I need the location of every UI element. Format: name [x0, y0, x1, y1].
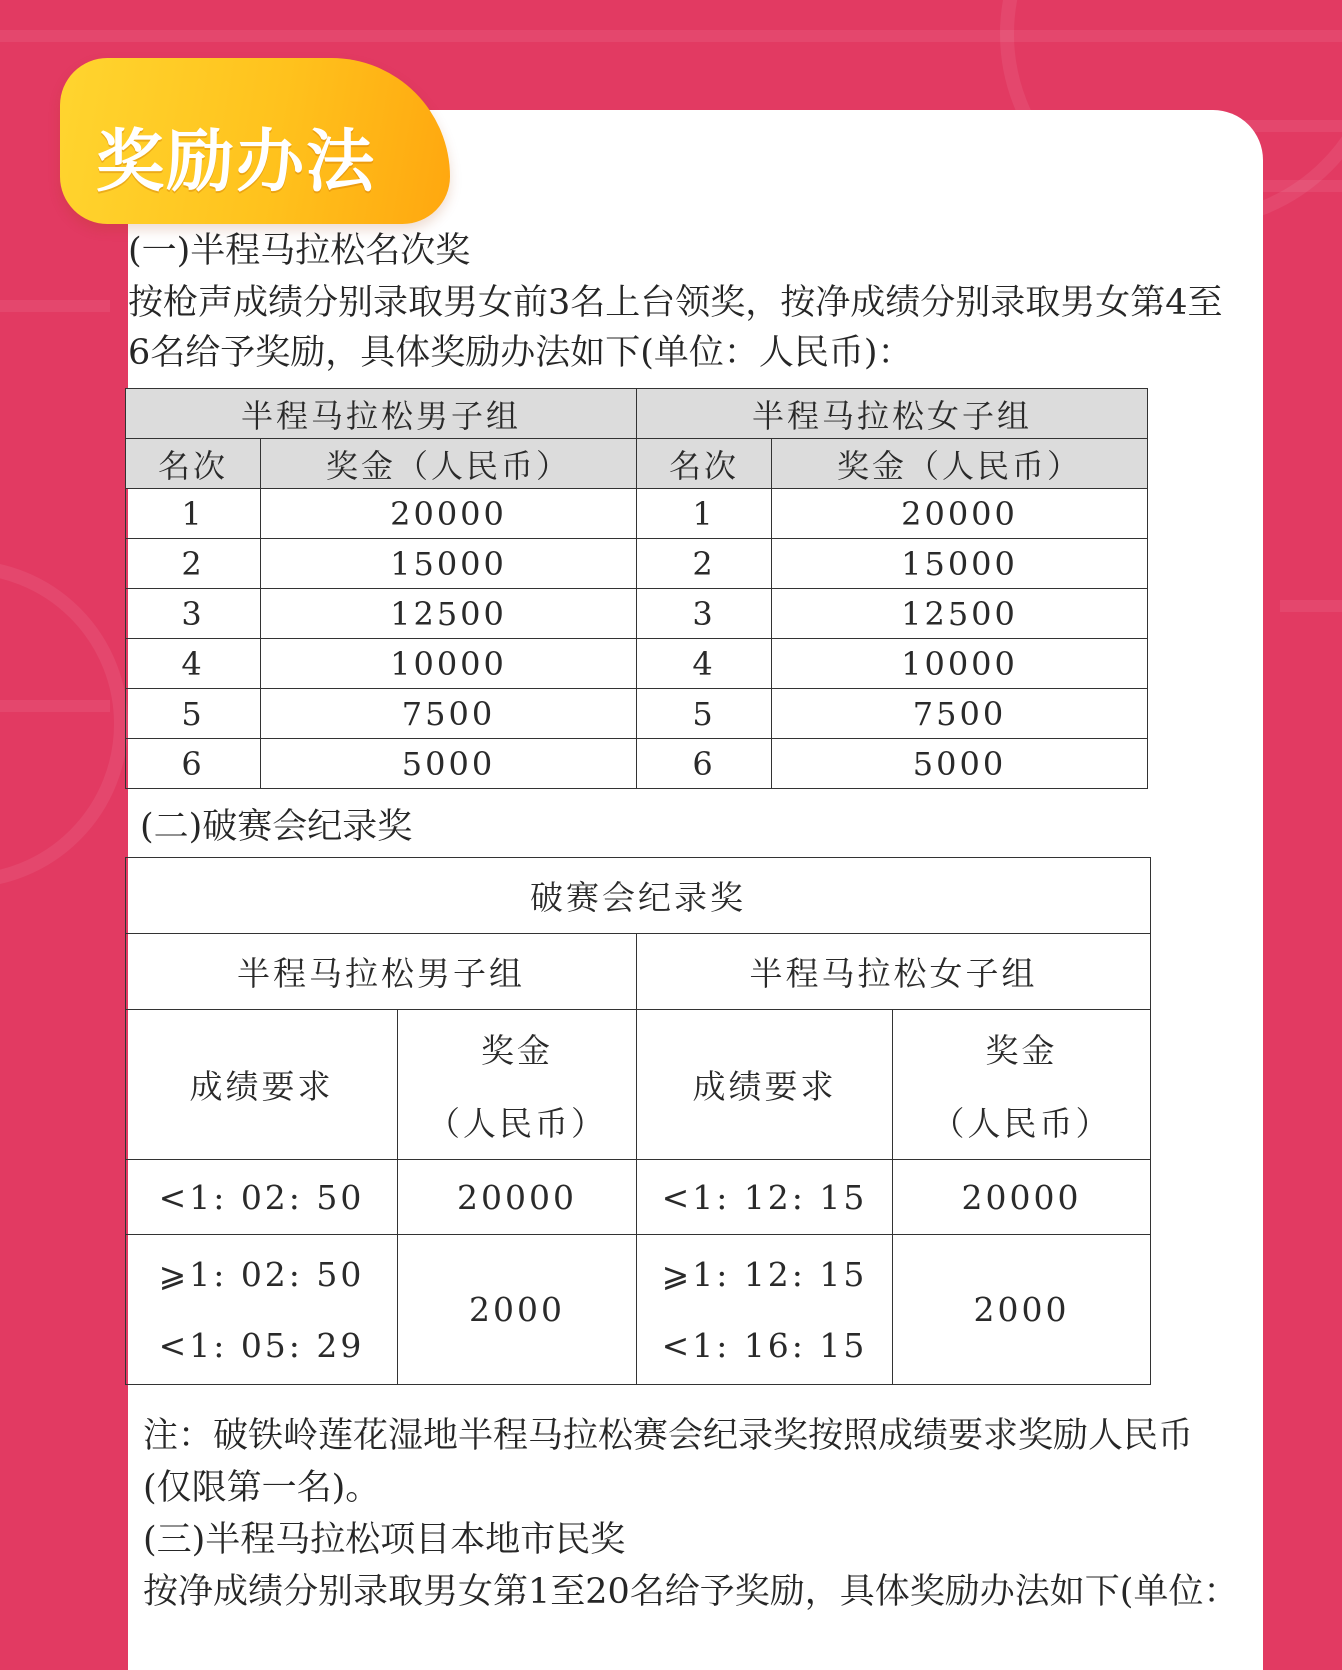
- table-row: [126, 1160, 1151, 1235]
- record-prize-table: [125, 857, 1151, 1385]
- women-rank-cell: 4: [637, 639, 772, 689]
- women-rank-cell: 5: [637, 689, 772, 739]
- women-prize-header: [893, 1010, 1151, 1160]
- women-prize-cell: 2000: [893, 1235, 1151, 1385]
- record-table-column-row: [126, 1010, 1151, 1160]
- group-men-header: 半程马拉松男子组: [126, 389, 637, 439]
- women-rank-column-header: 名次: [637, 439, 772, 489]
- background-stripe: [0, 300, 110, 312]
- men-prize-cell: 20000: [261, 489, 637, 539]
- men-rank-cell: 6: [126, 739, 261, 789]
- men-prize-cell: 15000: [261, 539, 637, 589]
- women-prize-cell: 15000: [772, 539, 1148, 589]
- women-rank-cell: 2: [637, 539, 772, 589]
- women-prize-cell: 20000: [772, 489, 1148, 539]
- table-row: [126, 489, 1148, 539]
- women-prize-cell: 20000: [893, 1160, 1151, 1235]
- group-men-header: 半程马拉松男子组: [126, 934, 637, 1010]
- table-row: [126, 539, 1148, 589]
- section1-description-line1: 按枪声成绩分别录取男女前3名上台领奖，按净成绩分别录取男女第4至: [128, 283, 1223, 323]
- group-women-header: 半程马拉松女子组: [637, 389, 1148, 439]
- prize-header-line1: 奖金: [985, 1030, 1058, 1070]
- men-requirement-cell: [126, 1235, 398, 1385]
- section2-heading: (二)破赛会纪录奖: [140, 807, 413, 847]
- men-prize-cell: 2000: [398, 1235, 637, 1385]
- women-requirement-cell: [637, 1235, 893, 1385]
- men-prize-cell: 7500: [261, 689, 637, 739]
- men-rank-column-header: 名次: [126, 439, 261, 489]
- section2-note-line1: 注：破铁岭莲花湿地半程马拉松赛会纪录奖按照成绩要求奖励人民币: [143, 1416, 1194, 1456]
- background-stripe: [1280, 600, 1342, 612]
- women-prize-cell: 12500: [772, 589, 1148, 639]
- record-table-title-row: [126, 858, 1151, 934]
- men-prize-cell: 10000: [261, 639, 637, 689]
- prize-header-line1: 奖金: [481, 1030, 553, 1070]
- group-women-header: 半程马拉松女子组: [637, 934, 1151, 1010]
- table-row: [126, 689, 1148, 739]
- men-prize-cell: 12500: [261, 589, 637, 639]
- requirement-lower-bound: ⩾1: 12: 15: [661, 1254, 868, 1294]
- women-prize-cell: 10000: [772, 639, 1148, 689]
- men-prize-cell: 5000: [261, 739, 637, 789]
- prize-header-line2: （人民币）: [931, 1103, 1112, 1143]
- women-requirement-cell: <1: 12: 15: [637, 1160, 893, 1235]
- prize-header-line2: （人民币）: [427, 1103, 607, 1143]
- women-prize-cell: 7500: [772, 689, 1148, 739]
- requirement-upper-bound: <1: 16: 15: [661, 1325, 868, 1365]
- women-prize-column-header: 奖金（人民币）: [772, 439, 1148, 489]
- men-rank-cell: 4: [126, 639, 261, 689]
- table-group-header-row: [126, 389, 1148, 439]
- page-title: 奖励办法: [96, 123, 377, 202]
- section2-note-line2: (仅限第一名)。: [143, 1468, 381, 1508]
- men-rank-cell: 5: [126, 689, 261, 739]
- women-requirement-header: 成绩要求: [637, 1010, 893, 1160]
- requirement-upper-bound: <1: 05: 29: [158, 1325, 365, 1365]
- men-rank-cell: 1: [126, 489, 261, 539]
- men-prize-cell: 20000: [398, 1160, 637, 1235]
- table-row: [126, 739, 1148, 789]
- requirement-lower-bound: ⩾1: 02: 50: [158, 1254, 365, 1294]
- men-prize-column-header: 奖金（人民币）: [261, 439, 637, 489]
- men-requirement-cell: <1: 02: 50: [126, 1160, 398, 1235]
- table-row: [126, 639, 1148, 689]
- section3-heading: (三)半程马拉松项目本地市民奖: [143, 1520, 626, 1560]
- table-row: [126, 589, 1148, 639]
- record-table-title: 破赛会纪录奖: [126, 858, 1151, 934]
- section3-description-line1: 按净成绩分别录取男女第1至20名给予奖励，具体奖励办法如下(单位：: [143, 1572, 1239, 1612]
- background-arc: [0, 560, 128, 888]
- women-rank-cell: 6: [637, 739, 772, 789]
- table-row: [126, 1235, 1151, 1385]
- women-rank-cell: 1: [637, 489, 772, 539]
- men-rank-cell: 2: [126, 539, 261, 589]
- section1-heading: (一)半程马拉松名次奖: [128, 231, 471, 271]
- men-requirement-header: 成绩要求: [126, 1010, 398, 1160]
- women-rank-cell: 3: [637, 589, 772, 639]
- men-prize-header: [398, 1010, 637, 1160]
- women-prize-cell: 5000: [772, 739, 1148, 789]
- record-table-group-row: [126, 934, 1151, 1010]
- men-rank-cell: 3: [126, 589, 261, 639]
- section1-description-line2: 6名给予奖励，具体奖励办法如下(单位：人民币)：: [128, 333, 913, 373]
- ranking-prize-table: [125, 388, 1148, 789]
- table-column-header-row: [126, 439, 1148, 489]
